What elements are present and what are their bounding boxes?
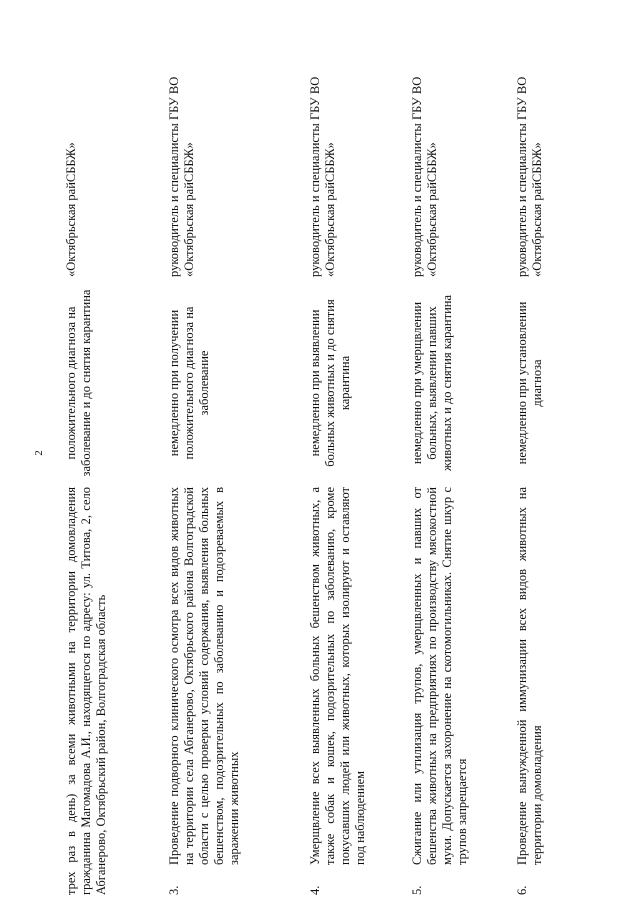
page-number: 2 (33, 450, 45, 456)
deadline-cell: немедленно при получении положительного диагноза на заболевание (167, 306, 211, 460)
deadline-cell: немедленно при умерщвлении больных, выявлении павших животных и до снятия карантина (410, 294, 454, 472)
measure-cell: трех раз в день) за всеми животными на территории домовладения гражданина Магомадова А.И., находящегося по адресу: ул. Титова, 2, село Абганерово, Октябрьский район, Волгоградская область (64, 487, 108, 895)
measure-cell: Проведение подворного клинического осмотра всех видов животных на территории села Абганерово, Октябрьского района Волгоградской области с целью проверки условий содержания, выявления больных бешенством, подозрительных по заболеванию и подозреваемых в заражении животных (167, 487, 241, 865)
responsible-cell: руководитель и специалисты ГБУ ВО «Октябрьская райСББЖ» (515, 76, 544, 277)
row-number: 5. (410, 885, 424, 895)
measure-cell: Умерщвление всех выявленных больных бешенством животных, а также собак и кошек, подозрительных по заболеванию, кроме покусавших людей или животных, которых изолируют и оставляют под наблюдением (308, 487, 367, 865)
responsible-cell: «Октябрьская райСББЖ» (64, 142, 78, 277)
row-number: 4. (308, 885, 322, 895)
measure-cell: Сжигание или утилизация трупов, умерщвленных и павших от бешенства животных на предприятиях по производству мясокостной муки. Допускается захоронение на скотомогильниках. Снятие шкур с трупов запрещается (410, 487, 469, 865)
responsible-cell: руководитель и специалисты ГБУ ВО «Октябрьская райСББЖ» (308, 76, 337, 277)
responsible-cell: руководитель и специалисты ГБУ ВО «Октябрьская райСББЖ» (167, 76, 196, 277)
row-number: 6. (515, 885, 529, 895)
deadline-cell: положительного диагноза на заболевание и до снятия карантина (64, 289, 93, 477)
responsible-cell: руководитель и специалисты ГБУ ВО «Октябрьская райСББЖ» (410, 76, 439, 277)
deadline-cell: немедленно при выявлении больных животных и до снятия карантина (308, 299, 352, 467)
measure-cell: Проведение вынужденной иммунизации всех видов животных на территории домовладения (515, 487, 544, 865)
deadline-cell: немедленно при установлении диагноза (515, 301, 544, 465)
row-number: 3. (167, 885, 181, 895)
